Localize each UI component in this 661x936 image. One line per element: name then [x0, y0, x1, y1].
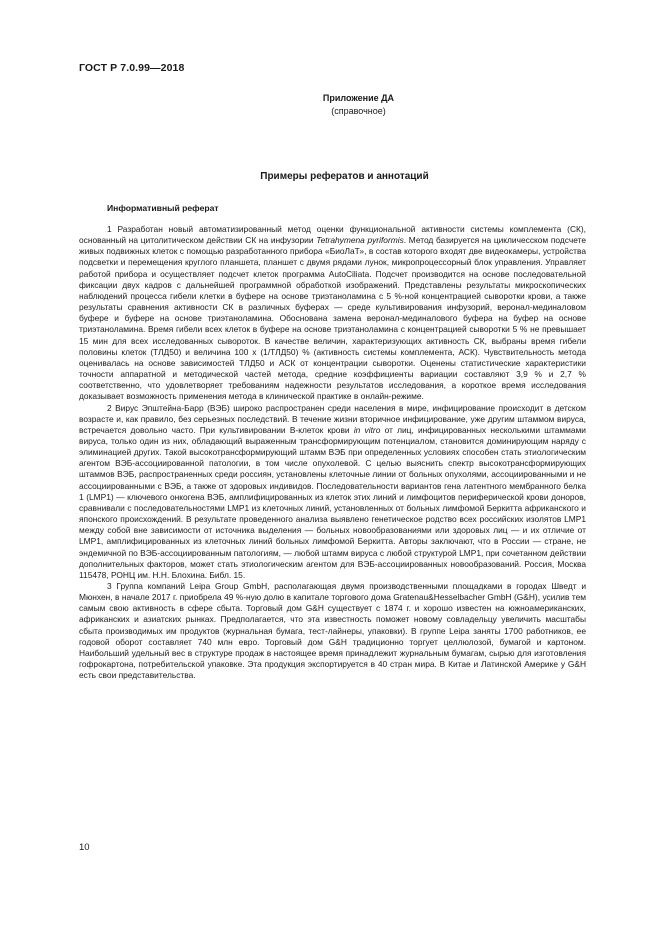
annex-heading — [0, 92, 661, 118]
paragraph-3-text-a: 3 Группа компаний Leipa Group GmbH, располагающая двумя производственными площадками в городах Шведт и Мюнхен, в начале 2017 г. приобрела 49 %-ную долю в капитале торгового дома Gratenau&Hesselbacher GmbH (G&H), усилив тем самым свою активность в сфере сбыта. Торговый дом G&H существует с 1874 г. и хорошо известен на южноамериканских, африканских и азиатских рынках. Предполагается, что эта известность поможет новому совладельцу увеличить масштабы сбыта производимых им продуктов (журнальная бумага, тест-лайнеры, упаковки). В группе Leipa заняты 1700 работников, ее годовой оборот составляет 740 млн евро. Торговый дом G&H традиционно торгует целлюлозой, бумагой и картоном. Наибольший удельный вес в структуре продаж в настоящее время принадлежит журнальным бумагам, сырью для изготовления гофрокартона, потребительской упаковке. Эта продукция экспортируется в 40 стран мира. В Китае и Латинской Америке у G&H есть свои представительства. — [79, 581, 586, 681]
abstract-paragraph-3 — [79, 581, 586, 681]
annex-note: (справочное) — [331, 106, 386, 116]
paragraph-1-text-a: 1 Разработан новый автоматизированный метод оценки функциональной активности системы комплемента (СК), основанный на цитолитическом действии СК на инфузории — [79, 224, 586, 246]
abstract-paragraph-1 — [79, 224, 586, 403]
paragraph-2-italic: in vitro — [353, 424, 381, 435]
annex-title: Приложение ДА — [322, 93, 395, 103]
abstract-paragraph-2 — [79, 403, 586, 582]
standard-header: ГОСТ Р 7.0.99—2018 — [79, 62, 185, 74]
paragraph-1-italic: Tetrahymena pyriformis — [316, 235, 404, 246]
paragraph-2-text-a: 2 Вирус Эпштейна-Барр (ВЭБ) широко распространен среди населения в мире, инфицирование происходит в детском возрасте и, как правило, без серьезных последствий. В течение жизни вторичное инфицирование, уже другим штаммом вируса, встречается довольно часто. При культивировании В-клеток крови — [79, 402, 586, 435]
page-number: 10 — [79, 842, 90, 853]
paragraph-2-text-b: от лиц, инфицированных несколькими штаммами вируса, только один из них, обладающий выраженным трансформирующим потенциалом, становится доминирующим наряду с элиминацией других. Такой высокотрансформирующий штамм ВЭБ при определенных условиях способен стать этиологическим агентом ВЭБ-ассоциированной патологии, в том числе опухолевой. С целью выяснить спектр высокотрансформирующих штаммов ВЭБ, распространенных среди россиян, установлены клеточные линии от больных опухолями, ассоциированными и не ассоциированными с ВЭБ, а также от здоровых индивидов. Последовательности вариантов гена латентного мембранного белка 1 (LMP1) — ключевого онкогена ВЭБ, амплифицированных из клеток этих линий и лимфоцитов периферической крови доноров, сравнивали с последовательностями LMP1 из клеточных линий, установленных от больных лимфомой Беркитта африканского и японского происхождений. В результате проведенного анализа выявлено генетическое родство всех российских изолятов LMP1 между собой вне зависимости от источника выделения — больных новообразованиями или здоровых лиц — и их отличие от LMP1, амплифицированных из клеточных линий больных лимфомой Беркитта. Авторы заключают, что в России — стране, не эндемичной по ВЭБ-ассоциированным патологиям, — любой штамм вируса с любой структурой LMP1, при сочетанном действии дополнительных факторов, может стать этиологическим агентом для ВЭБ-ассоциированных новообразований. Россия, Москва 115478, РОНЦ им. Н.Н. Блохина. Библ. 15. — [79, 424, 586, 580]
paragraph-1-text-b: . Метод базируется на цикличесском подсчете живых подвижных клеток с помощью разработанного прибора «БиоЛаТ», в состав которого входят две видеокамеры, устройства подсветки и перемещения круглого планшета, планшет с двумя рядами лунок, микропроцессорный блок управления. Управляет работой прибора и осуществляет подсчет клеток программа AutoCiliata. Подсчет производится на основе последовательной фиксации двух кадров с дальнейшей программной обработкой изображений. Представлены результаты микроскопических наблюдений процесса гибели клетки в буфере на основе триэтаноламина с 5 %-ной концентрацией сыворотки крови, а также результаты сравнения активности СК в различных буферах — среде культивирования инфузорий, веронал-мединаловом буфере и буфере на основе триэтаноламина. Обоснована замена веронал-мединалового буфера на буфер на основе триэтаноламина. Время гибели всех клеток в буфере на основе триэтаноламина с концентрацией сыворотки 5 % не превышает 15 мин для всех исследованных сывороток. В качестве величин, характеризующих активность СК, выбраны время гибели половины клеток (ТЛД50) и величина 100 х (1/ТЛД50) % (активность системы комплемента, АСК). Чувствительность метода оценивалась на основе зависимостей ТЛД50 и АСК от концентрации сыворотки. Оценены статистические характеристики точности аппаратной и методической частей метода, средние коэффициенты вариации составляют 3,9 % и 2,7 % соответственно, что удовлетворяет требованиям надежности результатов исследования, а короткое время исследования доказывает возможность применения метода в клинической практике в онлайн-режиме. — [79, 235, 586, 402]
abstract-body — [79, 224, 586, 681]
section-subtitle: Информативный реферат — [107, 203, 219, 213]
section-title: Примеры рефератов и аннотаций — [260, 171, 429, 182]
